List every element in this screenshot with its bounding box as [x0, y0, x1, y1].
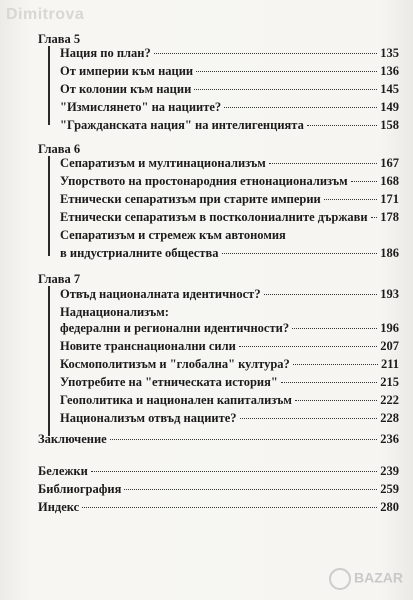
- entry-page: 259: [380, 482, 399, 496]
- dot-leader: [293, 364, 378, 365]
- dot-leader: [292, 328, 377, 329]
- watermark-text: Dimitrova: [6, 6, 85, 23]
- entry-title: Сепаратизъм и мултинационализъм: [60, 156, 266, 170]
- entry-title: Етнически сепаратизъм в постколониалните държави: [60, 210, 368, 224]
- dot-leader: [295, 400, 377, 401]
- entry-page: 171: [380, 192, 399, 206]
- dot-leader: [110, 439, 378, 440]
- entry-title: "Измислянето" на нациите?: [60, 100, 222, 114]
- entry-page: 145: [380, 82, 399, 96]
- toc-entry: [60, 100, 399, 115]
- entry-title-line1: Сепаратизъм и стремеж към автономия: [60, 228, 286, 242]
- toc-entry: [60, 411, 399, 426]
- dot-leader: [281, 382, 377, 383]
- dot-leader: [307, 125, 377, 126]
- entry-page: 168: [380, 174, 399, 188]
- entry-page: 178: [380, 210, 399, 224]
- dot-leader: [371, 217, 378, 218]
- dot-leader: [154, 53, 377, 54]
- entry-title: Космополитизъм и "глобална" култура?: [60, 357, 290, 371]
- entry-title: Нация по план?: [60, 46, 151, 60]
- entry-title: Библиография: [38, 482, 122, 496]
- dot-leader: [124, 489, 377, 490]
- toc-entry: [60, 118, 399, 133]
- toc-entry: [60, 357, 399, 372]
- entry-title: Новите транснационални сили: [60, 339, 236, 353]
- entry-page: 135: [380, 46, 399, 60]
- watermark-logo-text: BAZAR: [354, 569, 403, 586]
- toc-entry: [60, 246, 399, 261]
- entry-title: Упорството на простонародния етнонационализъм: [60, 174, 348, 188]
- entry-title: федерални и регионални идентичности?: [60, 321, 290, 335]
- toc-entry: [38, 464, 399, 479]
- dot-leader: [240, 418, 378, 419]
- entry-title: Заключение: [38, 432, 107, 446]
- entry-page: 186: [380, 246, 399, 260]
- toc-entry: [60, 210, 399, 225]
- entry-title-line1: Наднационализъм:: [60, 305, 169, 319]
- entry-page: 239: [380, 464, 399, 478]
- dot-leader: [194, 89, 377, 90]
- entry-page: 167: [380, 156, 399, 170]
- toc-entry: [60, 393, 399, 408]
- toc-entry: [38, 432, 399, 447]
- entry-title: От колонии към нации: [60, 82, 192, 96]
- chapter-bracket-line: [48, 286, 50, 436]
- entry-page: 196: [380, 321, 399, 335]
- chapter-heading: Глава 6: [38, 142, 81, 156]
- toc-entry: [60, 287, 399, 302]
- dot-leader: [91, 471, 377, 472]
- toc-entry: [60, 64, 399, 79]
- entry-title: Национализъм отвъд нациите?: [60, 411, 237, 425]
- dot-leader: [224, 107, 377, 108]
- entry-page: 211: [380, 357, 399, 371]
- entry-title: в индустриалните общества: [60, 246, 219, 260]
- entry-title: Отвъд националната идентичност?: [60, 287, 261, 301]
- entry-page: 158: [380, 118, 399, 132]
- toc-entry: [60, 192, 399, 207]
- chapter-heading: Глава 7: [38, 272, 81, 286]
- toc-entry: [60, 339, 399, 354]
- entry-title: Бележки: [38, 464, 88, 478]
- toc-entry: [60, 46, 399, 61]
- dot-leader: [269, 163, 377, 164]
- toc-entry: [60, 375, 399, 390]
- entry-page: 222: [380, 393, 399, 407]
- entry-title: Индекс: [38, 500, 80, 514]
- entry-page: 236: [380, 432, 399, 446]
- toc-entry: [60, 321, 399, 336]
- entry-page: 280: [380, 500, 399, 514]
- entry-page: 215: [380, 375, 399, 389]
- entry-title: От империи към нации: [60, 64, 194, 78]
- chapter-bracket-line: [48, 156, 50, 256]
- entry-page: 149: [380, 100, 399, 114]
- toc-entry: [38, 482, 399, 497]
- chapter-bracket-line: [48, 46, 50, 125]
- logo-circle-icon: [329, 568, 351, 590]
- dot-leader: [264, 294, 378, 295]
- dot-leader: [351, 181, 378, 182]
- entry-title: Геополитика и национален капитализъм: [60, 393, 292, 407]
- dot-leader: [222, 253, 378, 254]
- entry-title: "Гражданската нация" на интелигенцията: [60, 118, 304, 132]
- dot-leader: [82, 507, 377, 508]
- entry-page: 136: [380, 64, 399, 78]
- dot-leader: [196, 71, 377, 72]
- dot-leader: [239, 346, 377, 347]
- toc-entry: [60, 82, 399, 97]
- watermark-logo: [329, 568, 403, 590]
- dot-leader: [324, 199, 378, 200]
- toc-entry: [38, 500, 399, 515]
- entry-page: 207: [380, 339, 399, 353]
- entry-page: 193: [380, 287, 399, 301]
- chapter-heading: Глава 5: [38, 32, 81, 46]
- entry-title: Етнически сепаратизъм при старите империи: [60, 192, 321, 206]
- toc-entry: [60, 174, 399, 189]
- entry-title: Употребите на "етническата история": [60, 375, 278, 389]
- toc-entry: [60, 156, 399, 171]
- entry-page: 228: [380, 411, 399, 425]
